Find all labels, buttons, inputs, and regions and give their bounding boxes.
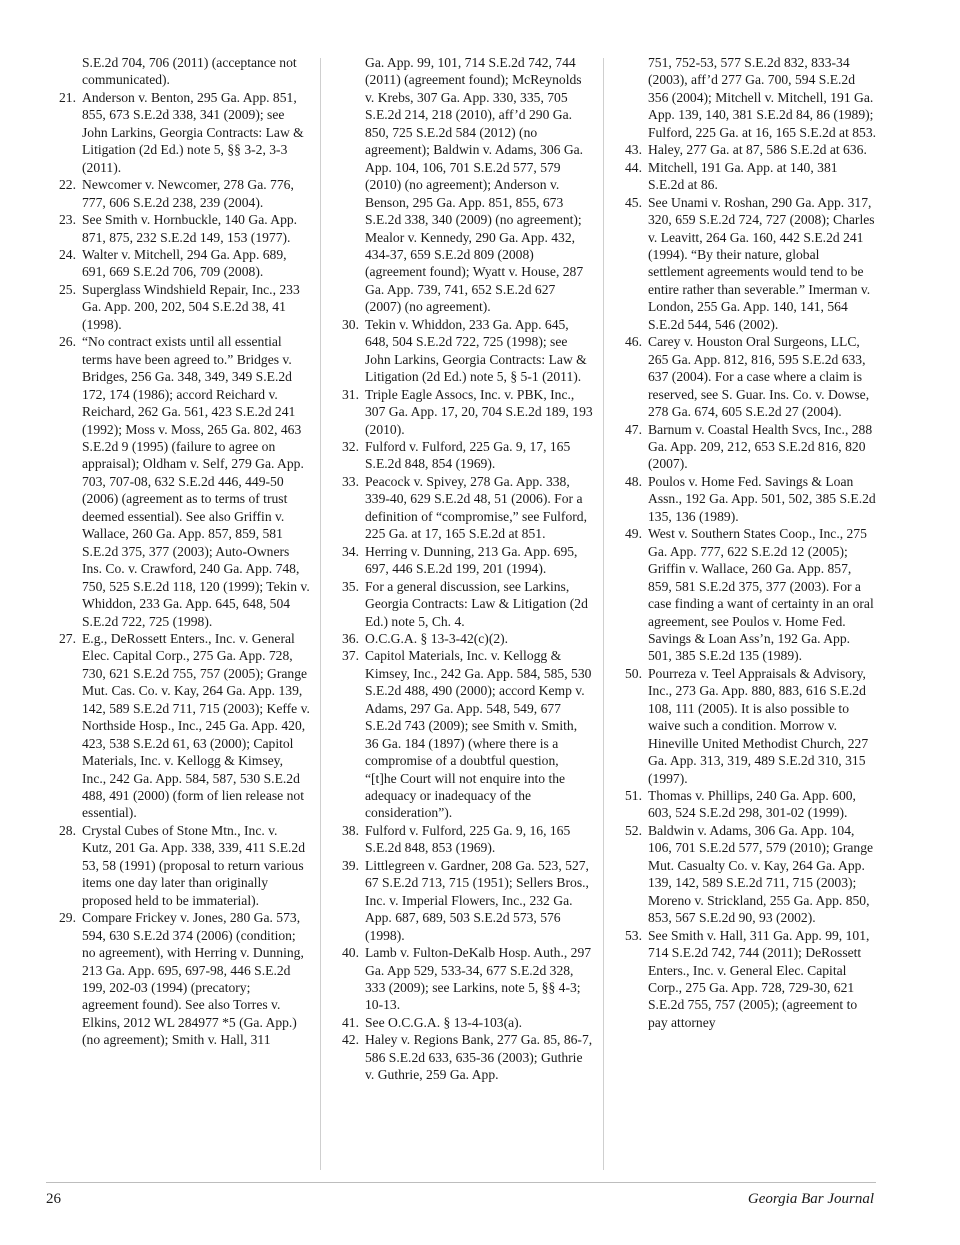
footnote: [612, 525, 877, 665]
footnote-text: Newcomer v. Newcomer, 278 Ga. 776, 777, 606 S.E.2d 238, 239 (2004).: [82, 177, 294, 210]
footnote-text: Capitol Materials, Inc. v. Kellogg & Kimsey, Inc., 242 Ga. App. 584, 585, 530 S.E.2d 488, 490 (2000); accord Kemp v. Adams, 297 Ga. App. 548, 549, 677 S.E.2d 743 (2009); see Smith v. Smith, 36 Ga. 184 (1897) (where there is a compromise of a doubtful question, “[t]he Court will not enquire into the adequacy or inadequacy of the consideration”).: [365, 648, 592, 821]
footnote-number: 21.: [59, 89, 76, 105]
footnote-text: Carey v. Houston Oral Surgeons, LLC, 265 Ga. App. 812, 816, 595 S.E.2d 633, 637 (2004). For a case where a claim is reserved, see S. Guar. Ins. Co. v. Dowse, 278 Ga. 674, 605 S.E.2d 27 (2004).: [648, 334, 870, 420]
footnote: [46, 822, 310, 909]
footnote-number: 36.: [342, 630, 359, 646]
footnote-number: 22.: [59, 177, 76, 193]
footnote-text: West v. Southern States Coop., Inc., 275 Ga. App. 777, 622 S.E.2d 12 (2005); Griffin v. Wallace, 260 Ga. App. 857, 859, 581 S.E.2d 375, 377 (2003). For a case finding a want of certainty in an oral agreement, see Poulos v. Home Fed. Savings & Loan Ass’n, 192 Ga. App. 501, 385 S.E.2d 135 (1989).: [648, 526, 874, 664]
footnote: [46, 89, 310, 176]
footnote-number: 43.: [625, 142, 642, 158]
footnote: [329, 473, 593, 543]
footnote-text: Haley v. Regions Bank, 277 Ga. 85, 86-7, 586 S.E.2d 633, 635-36 (2003); Guthrie v. Guthrie, 259 Ga. App.: [365, 1032, 593, 1083]
footnote: [329, 857, 593, 944]
footnote: [329, 316, 593, 386]
footnote-number: 49.: [625, 526, 642, 542]
footnote: [46, 630, 310, 822]
footnote-text: See Unami v. Roshan, 290 Ga. App. 317, 320, 659 S.E.2d 724, 727 (2008); Charles v. Leavitt, 264 Ga. 160, 442 S.E.2d 241 (1994). “By their nature, global settlement agreements would tend to be entire rather than severable.” Imerman v. London, 255 Ga. App. 140, 141, 564 S.E.2d 544, 546 (2002).: [648, 194, 875, 332]
footnote: [46, 333, 310, 630]
footnote: [46, 909, 310, 1049]
footnote: [612, 927, 877, 1032]
footnote-number: 42.: [342, 1032, 359, 1048]
footnote: [612, 54, 877, 141]
footnote: [329, 647, 593, 822]
footnote-number: 29.: [59, 910, 76, 926]
footnote-text: For a general discussion, see Larkins, Georgia Contracts: Law & Litigation (2d Ed.) note 5, Ch. 4.: [365, 578, 588, 629]
footnote-number: 27.: [59, 630, 76, 646]
footnote-text: Mitchell, 191 Ga. App. at 140, 381 S.E.2d at 86.: [648, 159, 838, 193]
footnote-number: 45.: [625, 194, 642, 210]
footnote-text: Superglass Windshield Repair, Inc., 233 Ga. App. 200, 202, 504 S.E.2d 38, 41 (1998).: [82, 281, 300, 332]
footnote-text: Anderson v. Benton, 295 Ga. App. 851, 855, 673 S.E.2d 338, 341 (2009); see John Larkins, Georgia Contracts: Law & Litigation (2d Ed.) note 5, §§ 3-2, 3-3 (2011).: [82, 89, 304, 175]
footnote-number: 50.: [625, 665, 642, 681]
journal-name: Georgia Bar Journal: [747, 1191, 874, 1207]
footnote: [329, 1014, 593, 1031]
footnote-number: 30.: [342, 316, 359, 332]
footnote-text: S.E.2d 704, 706 (2011) (acceptance not communicated).: [82, 55, 297, 88]
footnote-text: Tekin v. Whiddon, 233 Ga. App. 645, 648, 504 S.E.2d 722, 725 (1998); see John Larkins, Georgia Contracts: Law & Litigation (2d Ed.) note 5, § 5-1 (2011).: [365, 316, 587, 385]
footnote-number: 47.: [625, 421, 642, 437]
footnote-number: 23.: [59, 212, 76, 228]
footnote: [612, 787, 877, 822]
footnote-text: Baldwin v. Adams, 306 Ga. App. 104, 106, 701 S.E.2d 577, 579 (2010); Grange Mut. Casualty Co. v. Kay, 264 Ga. App. 139, 142, 589 S.E.2d 711, 715 (2003); Moreno v. Strickland, 255 Ga. App. 850, 853, 567 S.E.2d 90, 93 (2002).: [648, 822, 874, 926]
footnote-column-1: [46, 54, 310, 1049]
footnote: [329, 543, 593, 578]
footnote: [46, 246, 310, 281]
footnote: [329, 630, 593, 647]
footnote-number: 34.: [342, 543, 359, 559]
footnote: [329, 54, 593, 316]
footnote-text: Ga. App. 99, 101, 714 S.E.2d 742, 744 (2011) (agreement found); McReynolds v. Krebs, 307 Ga. App. 330, 335, 705 S.E.2d 214, 218 (2010), aff’d 290 Ga. 850, 725 S.E.2d 584 (2012) (no agreement); Baldwin v. Adams, 306 Ga. App. 104, 106, 701 S.E.2d 577, 579 (2010) (no agreement); Anderson v. Benson, 295 Ga. App. 851, 855, 673 S.E.2d 338, 340 (2009) (no agreement); Mealor v. Kennedy, 290 Ga. App. 432, 434-37, 659 S.E.2d 809 (2008) (agreement found); Wyatt v. House, 287 Ga. App. 739, 741, 652 S.E.2d 627 (2007) (no agreement).: [365, 55, 584, 315]
footnote-number: 25.: [59, 281, 76, 297]
footnote: [46, 176, 310, 211]
footnote-text: Compare Frickey v. Jones, 280 Ga. 573, 594, 630 S.E.2d 374 (2006) (condition; no agreement), with Herring v. Dunning, 213 Ga. App. 695, 697-98, 446 S.E.2d 199, 202-03 (1994) (precatory; agreement found). See also Torres v. Elkins, 2012 WL 284977 *5 (Ga. App.) (no agreement); Smith v. Hall, 311: [82, 910, 304, 1048]
column-divider: [603, 58, 604, 1170]
footnote-text: See O.C.G.A. § 13-4-103(a).: [365, 1014, 523, 1030]
footnote-text: Littlegreen v. Gardner, 208 Ga. 523, 527, 67 S.E.2d 713, 715 (1951); Sellers Bros., Inc. v. Imperial Flowers, Inc., 232 Ga. App. 687, 689, 503 S.E.2d 573, 576 (1998).: [365, 857, 589, 943]
footnote: [612, 141, 877, 158]
footnote-number: 32.: [342, 438, 359, 454]
footnote-text: Fulford v. Fulford, 225 Ga. 9, 16, 165 S.E.2d 848, 853 (1969).: [365, 822, 571, 856]
footnote-text: Walter v. Mitchell, 294 Ga. App. 689, 691, 669 S.E.2d 706, 709 (2008).: [82, 246, 287, 280]
footnote: [612, 822, 877, 927]
footnote-text: Thomas v. Phillips, 240 Ga. App. 600, 603, 524 S.E.2d 298, 301-02 (1999).: [648, 788, 856, 821]
footnote: [329, 822, 593, 857]
footnote-number: 33.: [342, 473, 359, 489]
footnote: [612, 159, 877, 194]
footnote-number: 26.: [59, 334, 76, 350]
footnote-text: Poulos v. Home Fed. Savings & Loan Assn., 192 Ga. App. 501, 502, 385 S.E.2d 135, 136 (1989).: [648, 473, 876, 524]
footnote: [329, 944, 593, 1014]
footnote-text: Barnum v. Coastal Health Svcs, Inc., 288 Ga. App. 209, 212, 653 S.E.2d 816, 820 (2007).: [648, 421, 873, 472]
footnote: [612, 194, 877, 334]
footnote-text: E.g., DeRossett Enters., Inc. v. General Elec. Capital Corp., 275 Ga. App. 728, 730, 621 S.E.2d 755, 757 (2005); Grange Mut. Cas. Co. v. Kay, 264 Ga. App. 139, 142, 589 S.E.2d 711, 715 (2003); Keffe v. Northside Hosp., Inc., 245 Ga. App. 420, 423, 538 S.E.2d 61, 63 (2000); Capitol Materials, Inc. v. Kellogg & Kimsey, Inc., 242 Ga. App. 584, 587, 530 S.E.2d 488, 491 (2000) (form of lien release not essential).: [82, 630, 310, 821]
footnote-text: See Smith v. Hall, 311 Ga. App. 99, 101, 714 S.E.2d 742, 744 (2011); DeRossett Enters., Inc. v. General Elec. Capital Corp., 275 Ga. App. 728, 729-30, 621 S.E.2d 755, 757 (2005); (agreement to pay attorney: [648, 927, 870, 1030]
footnote-text: “No contract exists until all essential terms have been agreed to.” Bridges v. Bridges, 256 Ga. 348, 349, 349 S.E.2d 172, 174 (1986); accord Reichard v. Reichard, 262 Ga. 561, 423 S.E.2d 241 (1992); Moss v. Moss, 265 Ga. 802, 463 S.E.2d 9 (1995) (failure to agree on appraisal); Oldham v. Self, 279 Ga. App. 703, 707-08, 632 S.E.2d 446, 449-50 (2006) (agreement as to terms of trust deemed essential). See also Griffin v. Wallace, 260 Ga. App. 857, 859, 581 S.E.2d 375, 377 (2003); Auto-Owners Ins. Co. v. Crawford, 240 Ga. App. 748, 750, 525 S.E.2d 118, 120 (1999); Tekin v. Whiddon, 233 Ga. App. 645, 648, 504 S.E.2d 722, 725 (1998).: [82, 334, 310, 629]
footnote-text: Peacock v. Spivey, 278 Ga. App. 338, 339-40, 629 S.E.2d 48, 51 (2006). For a definition of “compromise,” see Fulford, 225 Ga. at 17, 165 S.E.2d at 851.: [365, 473, 587, 542]
footnote: [329, 386, 593, 438]
footnote: [46, 211, 310, 246]
footnote-text: 751, 752-53, 577 S.E.2d 832, 833-34 (2003), aff’d 277 Ga. 700, 594 S.E.2d 356 (2004); Mitchell v. Mitchell, 191 Ga. App. 139, 140, 381 S.E.2d 84, 86 (1989); Fulford, 225 Ga. at 16, 165 S.E.2d at 853.: [648, 55, 877, 140]
footnote-text: Crystal Cubes of Stone Mtn., Inc. v. Kutz, 201 Ga. App. 338, 339, 411 S.E.2d 53, 58 (1991) (proposal to return various items one day later than originally proposed held to be immaterial).: [82, 822, 306, 908]
footnote-number: 31.: [342, 386, 359, 402]
footnote-number: 24.: [59, 246, 76, 262]
footnote-text: O.C.G.A. § 13-3-42(c)(2).: [365, 630, 509, 646]
footnote: [612, 665, 877, 787]
footnote-number: 51.: [625, 788, 642, 804]
column-divider: [320, 58, 321, 1170]
footnote-number: 39.: [342, 857, 359, 873]
footnote-text: Herring v. Dunning, 213 Ga. App. 695, 697, 446 S.E.2d 199, 201 (1994).: [365, 543, 578, 577]
page-number: 26: [46, 1191, 61, 1207]
footnote-number: 41.: [342, 1014, 359, 1030]
footnote: [612, 333, 877, 420]
footnote-text: Fulford v. Fulford, 225 Ga. 9, 17, 165 S.E.2d 848, 854 (1969).: [365, 438, 571, 472]
footnote-number: 52.: [625, 822, 642, 838]
footnote-number: 40.: [342, 945, 359, 961]
footnote-number: 46.: [625, 334, 642, 350]
footnote-number: 28.: [59, 822, 76, 838]
footnote-text: See Smith v. Hornbuckle, 140 Ga. App. 871, 875, 232 S.E.2d 149, 153 (1977).: [82, 212, 298, 245]
footnote-number: 37.: [342, 648, 359, 664]
footnote-number: 53.: [625, 927, 642, 943]
footnote-text: Pourreza v. Teel Appraisals & Advisory, Inc., 273 Ga. App. 880, 883, 616 S.E.2d 108, 111 (2005). It is also possible to waive such a condition. Morrow v. Hineville United Methodist Church, 227 Ga. App. 313, 319, 489 S.E.2d 310, 315 (1997).: [648, 665, 869, 786]
footnote: [612, 473, 877, 525]
footnote: [612, 421, 877, 473]
footnote-number: 38.: [342, 822, 359, 838]
footnote-number: 44.: [625, 159, 642, 175]
footnote: [46, 281, 310, 333]
footnote-number: 48.: [625, 473, 642, 489]
footnote: [329, 1031, 593, 1083]
footnote: [329, 578, 593, 630]
footer-divider: [46, 1182, 876, 1183]
footnote-text: Lamb v. Fulton-DeKalb Hosp. Auth., 297 Ga. App 529, 533-34, 677 S.E.2d 328, 333 (2009); see Larkins, note 5, §§ 4-3; 10-13.: [365, 945, 592, 1013]
footnote-text: Triple Eagle Assocs, Inc. v. PBK, Inc., 307 Ga. App. 17, 20, 704 S.E.2d 189, 193 (2010).: [365, 386, 593, 437]
footnote: [329, 438, 593, 473]
footnote-number: 35.: [342, 578, 359, 594]
footnote-text: Haley, 277 Ga. at 87, 586 S.E.2d at 636.: [648, 142, 867, 158]
footnote-column-3: [612, 54, 877, 1031]
footnote: [46, 54, 310, 89]
footnote-column-2: [329, 54, 593, 1084]
